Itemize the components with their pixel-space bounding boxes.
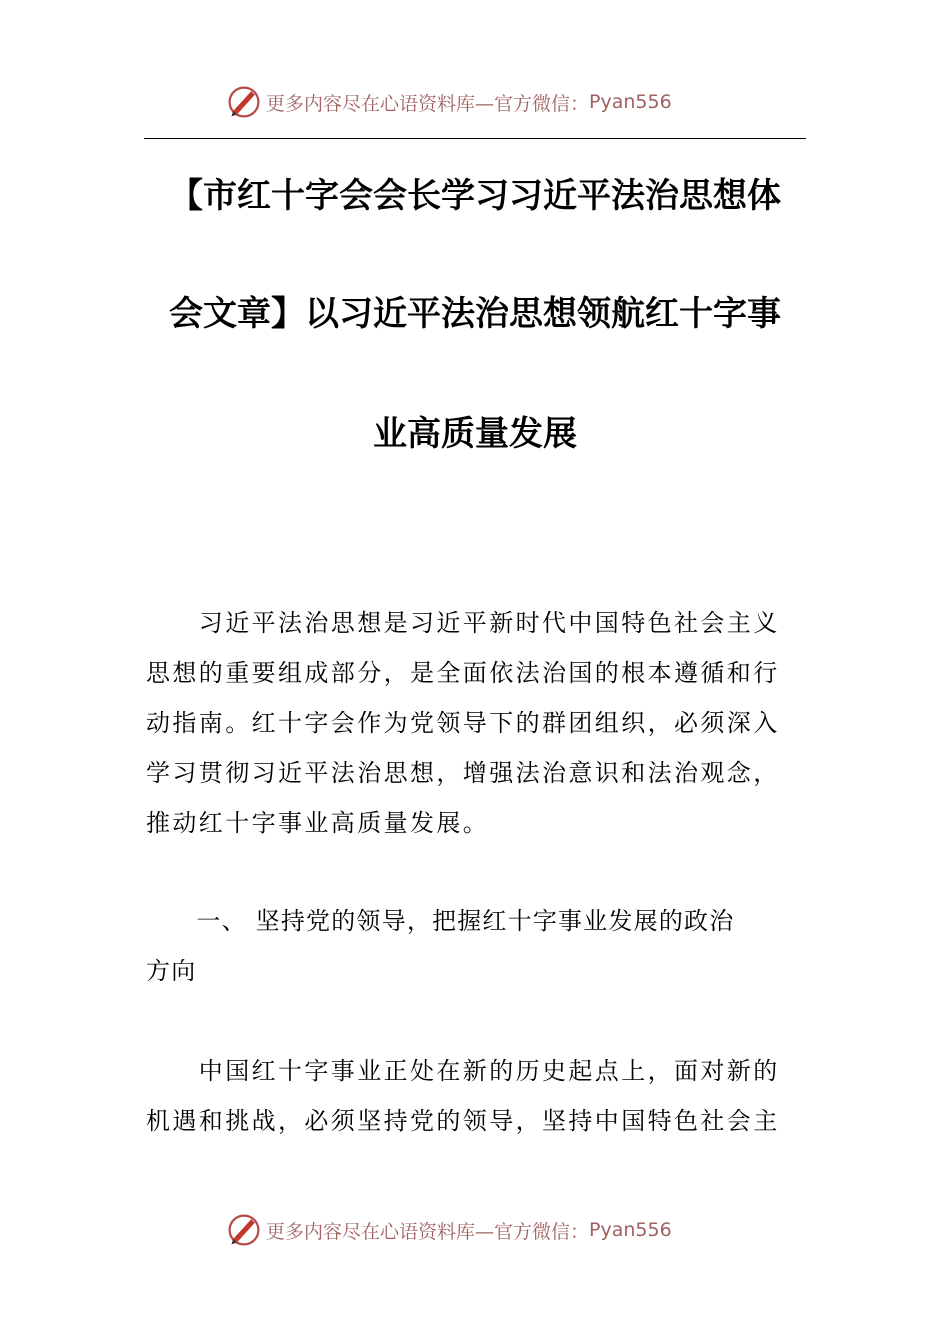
paragraph-line: 推动红十字事业高质量发展。: [146, 809, 490, 837]
header-banner-text: 更多内容尽在心语资料库—官方微信：: [266, 92, 590, 115]
paragraph-line: 习近平法治思想是习近平新时代中国特色社会主义: [146, 609, 780, 637]
intro-paragraph: [146, 598, 806, 848]
footer-banner: [226, 1210, 672, 1250]
paragraph-line: 中国红十字事业正处在新的历史起点上，面对新的: [146, 1057, 780, 1085]
section-1-paragraph: [146, 1046, 806, 1146]
footer-banner-text: 更多内容尽在心语资料库—官方微信：: [266, 1220, 590, 1243]
paragraph-line: 学习贯彻习近平法治思想，增强法治意识和法治观念，: [146, 759, 780, 787]
paragraph-line: 动指南。红十字会作为党领导下的群团组织，必须深入: [146, 709, 780, 737]
pen-logo-icon: [226, 84, 262, 120]
header-wechat-id: Pyan556: [589, 91, 672, 113]
heading-line: 一、 坚持党的领导，把握红十字事业发展的政治: [146, 907, 735, 935]
title-line-2: 会文章】以习近平法治思想领航红十字事: [169, 294, 781, 334]
section-1-heading: [146, 896, 806, 996]
pen-logo-icon: [226, 1212, 262, 1248]
title-line-1: 【市红十字会会长学习习近平法治思想体: [169, 176, 781, 216]
header-banner: [226, 82, 672, 122]
title-line-3: 业高质量发展: [373, 414, 577, 454]
paragraph-line: 机遇和挑战，必须坚持党的领导，坚持中国特色社会主: [146, 1107, 780, 1135]
paragraph-line: 思想的重要组成部分，是全面依法治国的根本遵循和行: [146, 659, 780, 687]
header-rule: [144, 138, 806, 139]
heading-line: 方向: [146, 957, 197, 985]
footer-wechat-id: Pyan556: [589, 1219, 672, 1241]
